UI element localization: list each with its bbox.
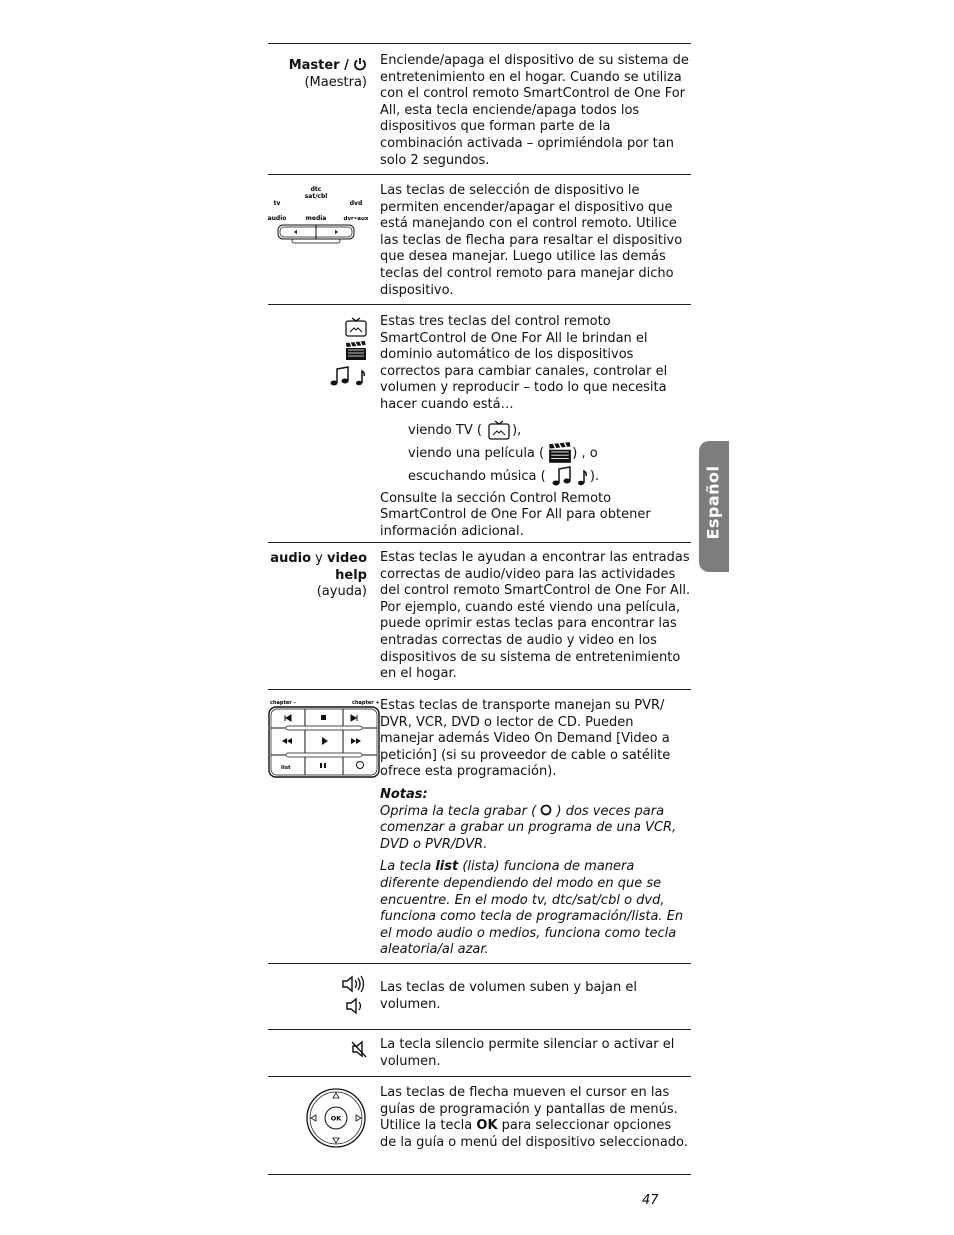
listening-music-line xyxy=(380,465,691,489)
mute-text: La tecla silencio permite silenciar o activar el volumen. xyxy=(380,1037,675,1069)
mute-icon-cell xyxy=(268,1030,380,1076)
key-audio: audio xyxy=(267,215,287,222)
device-keys-text: Las teclas de selección de dispositivo le permiten encender/apagar el dispositivo que está manejando con el control remoto. Utilice las teclas de flecha para resaltar el dispositivo que desea manejar. Luego utilice las demás teclas del control remoto para manejar dicho dispositivo. xyxy=(380,183,683,298)
ok-key-label: OK xyxy=(330,1114,342,1123)
music-notes-icon xyxy=(329,365,367,387)
movie-clapper-icon xyxy=(345,341,367,361)
language-side-tab-label: Español xyxy=(703,465,723,540)
volume-icons-cell xyxy=(268,964,380,1029)
listening-music-pre: escuchando música ( xyxy=(408,468,546,484)
row-master xyxy=(268,43,691,174)
page-content xyxy=(268,43,691,1175)
row-av-help xyxy=(268,542,691,689)
list-key-label: list xyxy=(281,765,291,771)
movie-clapper-icon-inline xyxy=(548,442,572,464)
language-side-tab xyxy=(699,441,729,572)
note-record-post: ) dos veces para comenzar a grabar un programa de una VCR, DVD o PVR/DVR. xyxy=(380,803,677,852)
smart-keys-text: Estas tres teclas del control remoto SmartControl de One For All le brindan el dominio automático de los dispositivos correctos para cambiar canales, controlar el volumen y reproducir – todo lo que necesita hacer cuando está… xyxy=(380,314,668,412)
watching-movie-post: ) , o xyxy=(572,445,598,461)
watching-tv-pre: viendo TV ( xyxy=(408,422,482,438)
master-text: Enciende/apaga el dispositivo de su sistema de entretenimiento en el hogar. Cuando se utiliza con el control remoto SmartControl de One For All, esta tecla enciende/apaga todos los dispositivos que forman parte de la combinación activada – oprimiéndola por tan solo 2 segundos. xyxy=(380,53,689,168)
master-label: Master / xyxy=(288,58,349,73)
row-smart-keys xyxy=(268,304,691,542)
row-mute xyxy=(268,1029,691,1076)
master-label-cell xyxy=(268,44,380,174)
smart-keys-text-cell xyxy=(380,305,691,542)
note-list-post: (lista) funciona de manera diferente dependiendo del modo en que se encuentre. En el modo tv, dtc/sat/cbl o dvd, funciona como tecla de programación/lista. En el modo audio o medios, funciona como tecla aleatoria/al azar. xyxy=(380,859,684,958)
page-number: 47 xyxy=(642,1193,659,1208)
arrows-text xyxy=(380,1077,691,1174)
svg-text:dtc: dtc xyxy=(310,186,322,193)
key-media: media xyxy=(305,215,327,222)
label-audio: audio xyxy=(270,551,312,566)
watching-movie-line xyxy=(380,442,691,465)
transport-text: Estas teclas de transporte manejan su PVR/ DVR, VCR, DVD o lector de CD. Pueden manejar además Video On Demand [Video a petición] (si su proveedor de cable o satélite ofrece esta programación). xyxy=(380,698,671,780)
arrows-text-pre: Las teclas de flecha mueven el cursor en las guías de programación y pantallas de menús. Utilice la tecla xyxy=(380,1085,678,1134)
label-ayuda: (ayuda) xyxy=(316,584,367,600)
volume-text: Las teclas de volumen suben y bajan el volumen. xyxy=(380,980,637,1012)
row-transport xyxy=(268,689,691,963)
key-dvr-aux: dvr•aux xyxy=(343,216,368,222)
row-volume xyxy=(268,963,691,1029)
chapter-minus-label: chapter - xyxy=(270,700,296,706)
label-help: help xyxy=(335,567,367,583)
mute-icon xyxy=(351,1040,367,1058)
svg-text:sat/cbl: sat/cbl xyxy=(304,193,328,200)
row-device-keys xyxy=(268,174,691,304)
chapter-plus-label: chapter + xyxy=(352,700,380,706)
av-help-label-cell xyxy=(268,543,380,689)
tv-icon xyxy=(345,317,367,337)
arrows-text-bold: OK xyxy=(476,1118,498,1134)
key-tv: tv xyxy=(273,200,281,207)
note-list-bold: list xyxy=(435,859,459,875)
label-video: video xyxy=(327,551,367,566)
transport-text-cell xyxy=(380,690,691,963)
smart-icons-cell xyxy=(268,305,380,542)
device-keys-graphic-cell xyxy=(268,175,380,304)
note-list xyxy=(380,859,691,959)
label-y: y xyxy=(315,551,323,566)
watching-tv-post: ), xyxy=(512,422,522,438)
note-list-pre: La tecla xyxy=(380,859,432,875)
transport-keys-icon xyxy=(268,698,380,778)
power-icon xyxy=(353,57,367,71)
smart-keys-text2: Consulte la sección Control Remoto SmartControl de One For All para obtener información adicional. xyxy=(380,490,651,539)
navigation-pad-icon xyxy=(305,1087,367,1149)
music-notes-icon-inline xyxy=(550,465,590,487)
row-arrows xyxy=(268,1076,691,1175)
note-record xyxy=(380,804,691,854)
av-help-text: Estas teclas le ayudan a encontrar las entradas correctas de audio/video para las actividades del control remoto SmartControl de One For All. Por ejemplo, cuando esté viendo una película, puede oprimir estas teclas para encontrar las entradas correctas de audio y video en los dispositivos de su sistema de entretenimiento en el hogar. xyxy=(380,550,691,682)
notes-title: Notas: xyxy=(380,786,428,802)
transport-graphic-cell xyxy=(268,690,380,963)
record-icon xyxy=(540,804,552,816)
watching-movie-pre: viendo una película ( xyxy=(408,445,545,461)
device-keys-icon xyxy=(264,183,368,245)
note-record-pre: Oprima la tecla grabar ( xyxy=(380,803,537,819)
volume-down-icon xyxy=(341,996,367,1016)
tv-icon-inline xyxy=(486,420,512,440)
arrows-text-post: para seleccionar opciones de la guía o menú del dispositivo seleccionado. xyxy=(380,1118,688,1150)
watching-tv-line xyxy=(380,420,691,442)
volume-up-icon xyxy=(341,974,367,994)
master-sublabel: (Maestra) xyxy=(304,74,367,90)
arrows-graphic-cell xyxy=(268,1077,380,1174)
listening-music-post: ). xyxy=(589,468,600,484)
key-dvd: dvd xyxy=(349,200,363,207)
